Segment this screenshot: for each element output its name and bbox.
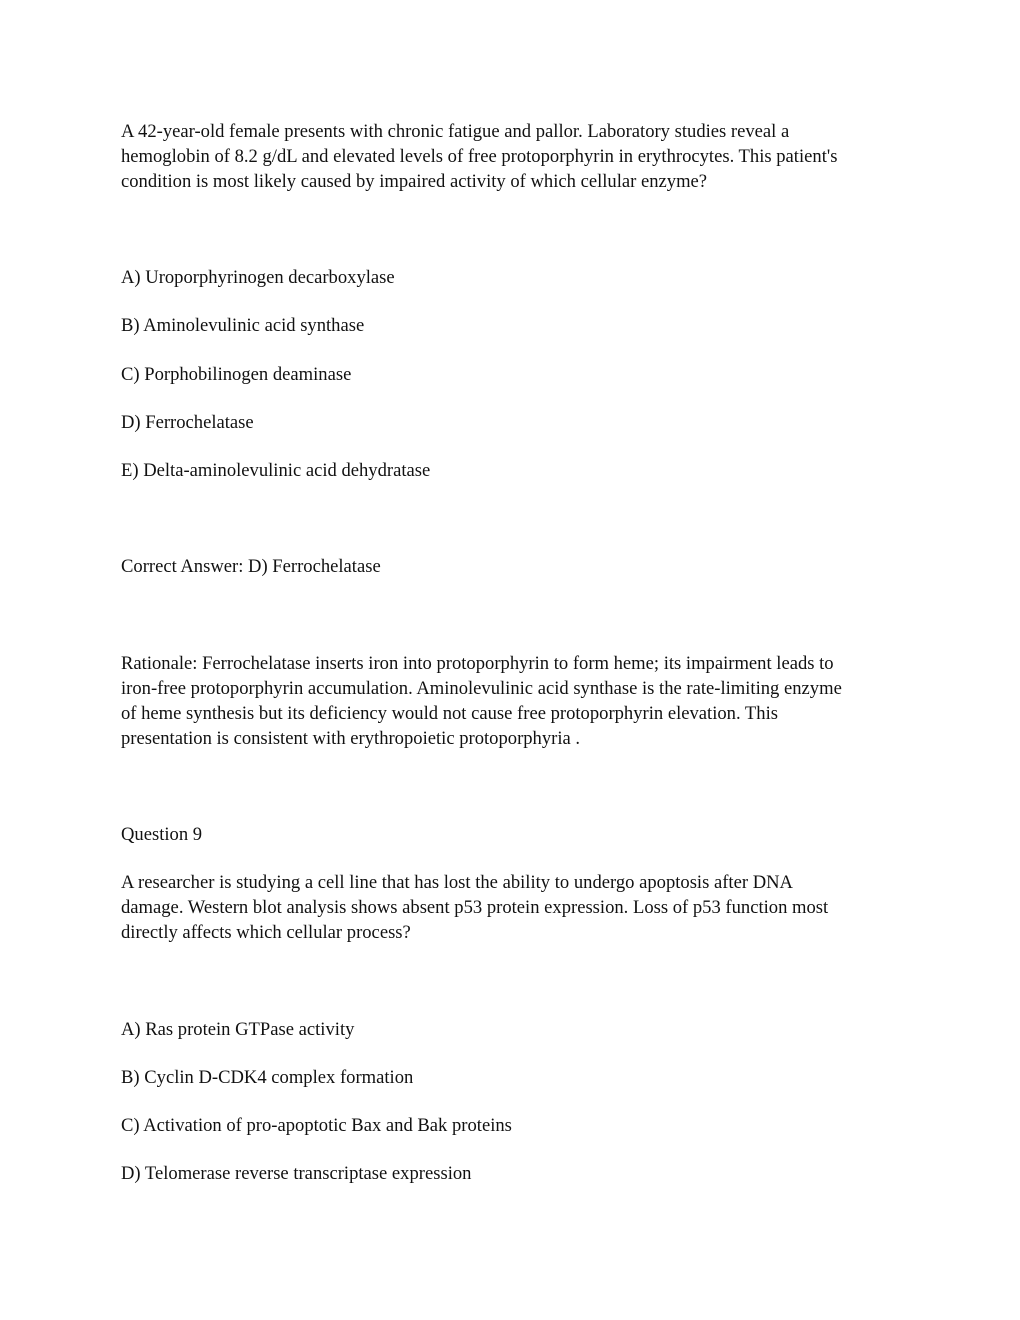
q8-stem-line: A 42-year-old female presents with chronic fatigue and pallor. Laboratory studies reveal a — [121, 121, 790, 142]
q9-option-d: D) Telomerase reverse transcriptase expression — [121, 1163, 472, 1184]
q8-option-a: A) Uroporphyrinogen decarboxylase — [121, 267, 395, 288]
q8-stem — [121, 119, 911, 194]
q8-rationale — [121, 651, 911, 751]
q9-stem-line: damage. Western blot analysis shows absent p53 protein expression. Loss of p53 function most — [121, 897, 829, 918]
q8-rationale-line: iron-free protoporphyrin accumulation. Aminolevulinic acid synthase is the rate-limiting enzyme — [121, 678, 842, 699]
q8-stem-line: condition is most likely caused by impaired activity of which cellular enzyme? — [121, 171, 708, 192]
q8-option-c: C) Porphobilinogen deaminase — [121, 364, 352, 385]
q9-option-b: B) Cyclin D-CDK4 complex formation — [121, 1067, 414, 1088]
q9-heading: Question 9 — [121, 824, 203, 845]
q9-stem-line: directly affects which cellular process? — [121, 922, 411, 943]
q9-stem — [121, 870, 911, 945]
q8-option-b: B) Aminolevulinic acid synthase — [121, 315, 365, 336]
q8-rationale-line: of heme synthesis but its deficiency would not cause free protoporphyrin elevation. This — [121, 703, 778, 724]
q8-option-e: E) Delta-aminolevulinic acid dehydratase — [121, 460, 431, 481]
q9-stem-line: A researcher is studying a cell line that has lost the ability to undergo apoptosis after DNA — [121, 872, 793, 893]
q8-rationale-line: presentation is consistent with erythropoietic protoporphyria . — [121, 728, 581, 749]
q8-correct-answer: Correct Answer: D) Ferrochelatase — [121, 556, 381, 577]
q9-option-c: C) Activation of pro-apoptotic Bax and Bak proteins — [121, 1115, 512, 1136]
q8-rationale-line: Rationale: Ferrochelatase inserts iron into protoporphyrin to form heme; its impairment leads to — [121, 653, 834, 674]
q8-stem-line: hemoglobin of 8.2 g/dL and elevated levels of free protoporphyrin in erythrocytes. This patient's — [121, 146, 838, 167]
q8-option-d: D) Ferrochelatase — [121, 412, 254, 433]
q9-option-a: A) Ras protein GTPase activity — [121, 1019, 355, 1040]
